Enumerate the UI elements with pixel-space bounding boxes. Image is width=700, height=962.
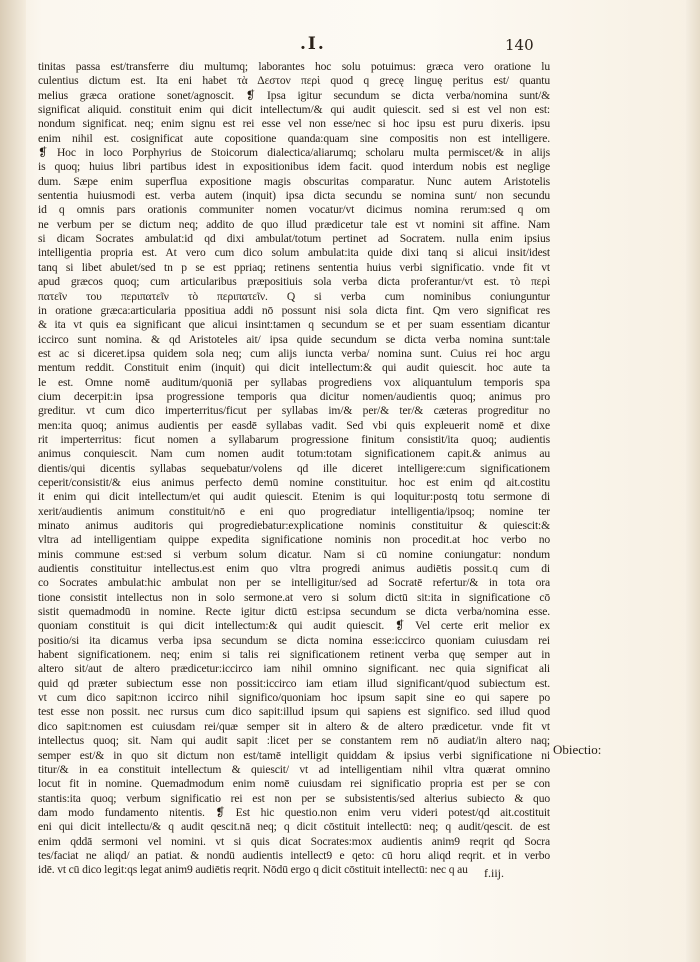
text-line: titur/& in ea constituit intellectum & quiescit/ vt ad intelligentiam nihil vltra quærat omnino bbox=[38, 762, 550, 776]
text-line: is quoq; huius libri partibus idest in expositionibus idem facit. quod interdum nobis est neglige bbox=[38, 160, 550, 174]
text-line: dum. Sæpe enim superflua expositione magis obscuritas comparatur. Nunc autem Aristotelis bbox=[38, 174, 550, 188]
text-line: quoniam constituit is qui dicit intellectum:& qui audit quiescit. ❡ Vel certe erit melior ex bbox=[38, 619, 550, 633]
text-line: si dicam Socrates ambulat:id qd dixi ambulat/totum pertinet ad Socratem. nulla enim ipsius bbox=[38, 232, 550, 246]
text-line: culentius dictum est. Ita eni habet τὰ Δεστον περὶ quod q grecę linguę peritus est/ quantu bbox=[38, 74, 550, 88]
text-line: idē. vt cū dico legit:qs legat anim9 audiētis reqrit. Nōdū ergo q dicit cōstituit intellectū: nec q au bbox=[38, 863, 468, 877]
text-line: mentum reddit. Constituit enim (inquit) qui dicit intellectum:& qui audit quiescit. hoc aute ta bbox=[38, 361, 550, 375]
text-line: iccirco sunt nomina. & qd Aristoteles ait/ ipsa quide secundum se dicta verba nomina sunt:tale bbox=[38, 332, 550, 346]
text-line: in oratione græca:articularia ppositiua addi nō possunt nisi sola dicta fint. Qm vero significat res bbox=[38, 303, 550, 317]
text-line: men:ita quoq; animus audientis per easdē syllabas vadit. Sed vbi quis expleuerit nomē et dixe bbox=[38, 418, 550, 432]
text-line: greditur. vt cum dico imperterritus/ficut per syllabas im/& per/& ter/& cæteras progreditur no bbox=[38, 404, 550, 418]
text-line: habent significationem. neq; enim si talis rei significationem retinent verba quę semper aut in bbox=[38, 648, 550, 662]
text-line: xerit/audientis animum constituit/nō e eni quo progrediatur intelligentia/ipsoq; nomine ter bbox=[38, 504, 550, 518]
text-line: enim qddā sermoni vel nomini. vt si quis dicat Socrates:mox audientis anim9 reqrit qd Socra bbox=[38, 834, 550, 848]
text-line: tinitas passa est/transferre diu multumq; laborantes hoc solu potuimus: græca vero oratione lu bbox=[38, 60, 550, 73]
text-line: id q omnis pars orationis communiter nomen vocatur/vt dicimus nomina rerum:sed q om bbox=[38, 203, 550, 217]
text-line: ❡ Hoc in loco Porphyrius de Stoicorum dialectica/aliarumq; scholaru multa permiscet/& in alijs bbox=[38, 146, 550, 160]
text-line: tione consistit intellectus non in solo sermone.at vero si solum dictū sit:ita in significatione cō bbox=[38, 590, 550, 604]
main-text-block bbox=[38, 60, 550, 878]
text-line: nondum significat. neq; enim signu est rei esse vel non esse/nec si hoc ipsu est puru dixeris. ipsu bbox=[38, 117, 550, 131]
page-edge bbox=[686, 0, 700, 962]
text-line: vltra ad intelligentiam quippe expedita significatione nominis non procedit.at hoc verbo no bbox=[38, 533, 550, 547]
running-head: .I. bbox=[300, 34, 326, 54]
text-line: dam modo fundamento nitentis. ❡ Est hic questio.non enim veru videri potest/qd ait.costituit bbox=[38, 805, 550, 819]
text-line: minato animus auditoris qui progrediebatur:explicatione nominis constituitur & quiescit:& bbox=[38, 519, 550, 532]
text-line: apud græcos quoq; cum articularibus præpositiuis sola verba dicta proferantur/vt est. τὸ περὶ bbox=[38, 275, 550, 289]
text-line: dientis/qui dicentis syllabas sequebatur/volens qd ille diceret intelligere:cum significationem bbox=[38, 461, 550, 475]
text-line: eni qui dicit intellectu/& q audit qescit.nā neq; q dicit cōstituit intellectū: neq; q audit/qescit. de est bbox=[38, 820, 550, 834]
text-line: minis commune est:sed si verbum solum dicatur. Nam si cū nomine coniungatur: nondum bbox=[38, 547, 550, 561]
text-line: est ac si diceret.ipsa quidem sola neq; cum alijs iuncta verba/ nomina sunt. Cuius rei hoc argu bbox=[38, 346, 550, 360]
text-line: positio/si ita dicamus verba ipsa secundum se dicta nomina esse:iccirco quoniam cuiusdam rei bbox=[38, 633, 550, 647]
text-line: vt cum dico sapit:non iccirco nihil significo/quoniam hoc ipsum sapit sine eo qui sapere po bbox=[38, 691, 550, 705]
text-line: dico sapit:nomen est cuiusdam rei/quæ semper sit in altero & de altero prædicetur. vnde fit vt bbox=[38, 719, 550, 733]
folio-number: 140 bbox=[505, 36, 534, 54]
signature-mark: f.iij. bbox=[484, 866, 504, 880]
text-line: intellectus quoq; sit. Nam qui audit sapit :licet per se constantem rem nō audiat/in altero naq; bbox=[38, 734, 550, 748]
text-line: πατεῖν του περιπατεῖν τὸ περιπατεῖν. Q si verba cum nominibus coniunguntur bbox=[38, 289, 550, 303]
text-line: enim nihil est. cosignificat aute copositione quanda:quam sine compositis non est intelligere. bbox=[38, 131, 550, 145]
binding-gutter bbox=[0, 0, 26, 962]
text-line: intelligentia propria est. At vero cum dico solum ambulat:ita quide dixi tanq si alicui insit/idest bbox=[38, 246, 550, 260]
text-line: cium decerpit:in ipsa progressione temporis qua dicitur nomen/audientis quoq; animus pro bbox=[38, 389, 550, 403]
text-line: ceperit/consistit/& eius animus perfecto demū nomine constituitur. hoc est enim qd ait.costitu bbox=[38, 475, 550, 489]
text-line: it enim qui dicit intellectum/et qui audit quiescit. Etenim is qui loquitur:postq totu sermone di bbox=[38, 490, 550, 504]
text-line: quid qd præter subiectum esse non possit:iccirco iam etiam illud significant/quod subiectum est. bbox=[38, 676, 550, 690]
text-line: sistit quemadmodū in nomine. Recte igitur dictū est:ipsa secundum se dicta verba/nomina esse. bbox=[38, 605, 550, 619]
text-line: ne verbum per se dictum neq; addito de quo illud prædicetur tale est vt nomini sit affine. Nam bbox=[38, 217, 550, 231]
text-line: tanq si libet abulet/sed tn p se est ppriaq; retinens sententia huius verbi significatio. vnde fit vt bbox=[38, 260, 550, 274]
text-line: stantis:ita quoq; verbum significatio rei est non per se subsistentis/sed alterius subiecto & quo bbox=[38, 791, 550, 805]
text-line: test esse non possit. nec rursus cum dico sapit:illud ipsum qui sapiens est significo. sed illud quod bbox=[38, 705, 550, 719]
text-line: co Socrates ambulat:hic ambulat non per se intelligitur/sed ad Socratē refertur/& in tota ora bbox=[38, 576, 550, 590]
marginal-note: Obiectio: bbox=[553, 742, 602, 757]
text-line: rit imperterritus: ficut nomen a syllabarum progressione finitum consistit/ita quoq; audientis bbox=[38, 432, 550, 446]
text-line: le est. Omne nomē auditum/quoniā per syllabas progrediens vox aliquantulum temporis spa bbox=[38, 375, 550, 389]
text-line: audientis constituitur intellectus.est enim quo vltra progredi animus audiētis possit.q cum di bbox=[38, 562, 550, 576]
text-line: animus conquiescit. Nam cum nomen audit totum:totam significationem capit.& animus au bbox=[38, 447, 550, 461]
text-line: & ita vt quis ea significant que alicui insint:tamen q secundum se et per suam essentiam dicantur bbox=[38, 318, 550, 332]
text-line: sententia huiusmodi est. verba autem (inquit) ipsa dicta secundu se nomina sunt/ non secundu bbox=[38, 189, 550, 203]
text-line: altero sit/aut de altero prædicetur:iccirco iam nihil omnino significant. nec quia significat ali bbox=[38, 662, 550, 676]
text-line: melius græca oratione sonet/agnoscit. ❡ Ipsa igitur secundum se dicta verba/nomina sunt/& bbox=[38, 88, 550, 102]
text-line: semper est/& in quo sit dictum non est/tamē intelligit quiddam & ipsius verbi significatione ni bbox=[38, 748, 550, 762]
text-line: locut fit in nomine. Quemadmodum enim nomē cuiusdam rei significatio propria est per se con bbox=[38, 777, 550, 791]
text-line: tes/faciat ne aliqd/ an patiat. & nondū audientis intellect9 e qeto: cū horu aliqd reqrit. et in verbo bbox=[38, 848, 550, 862]
text-line: significat aliquid. constituit enim qui dicit intellectum/& qui audit quiescit. sed si est vel non est: bbox=[38, 103, 550, 117]
